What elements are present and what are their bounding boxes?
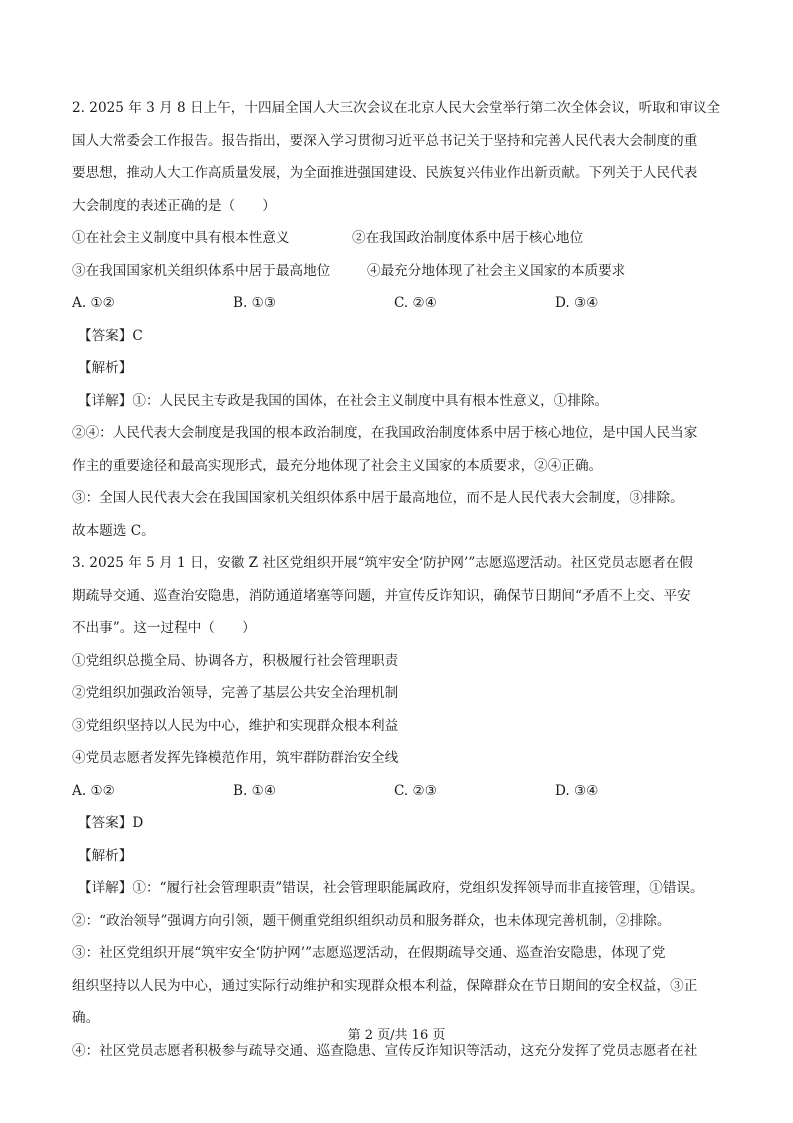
question-stem-line: 期疏导交通、巡查治安隐患，消防通道堵塞等问题，并宣传反诈知识，确保节日期间“矛盾不上交、平安 [72,587,691,604]
answer-label: 【答案】D [78,815,144,831]
analysis-line: 【详解】①：人民民主专政是我国的国体，在社会主义制度中具有根本性意义，①排除。 [78,392,609,409]
analysis-line: ②：“政治领导”强调方向引领，题干侧重党组织组织动员和服务群众，也未体现完善机制，②排除。 [72,912,671,929]
choice-b: B. ①④ [233,782,277,799]
question-stem-line: 大会制度的表述正确的是（ ） [72,197,276,214]
choice-a: A. ①② [72,295,115,311]
analysis-label: 【解析】 [78,847,133,864]
statement-4: ④最充分地体现了社会主义国家的本质要求 [367,262,626,279]
page-footer: 第 2 页/共 16 页 [347,1028,446,1043]
analysis-line: ④：社区党员志愿者积极参与疏导交通、巡查隐患、宣传反诈知识等活动，这充分发挥了党员志愿者在社 [72,1042,698,1059]
question-3 [72,547,724,1067]
analysis-line: ③：全国人民代表大会在我国国家机关组织体系中居于最高地位，而不是人民代表大会制度，③排除。 [72,490,684,506]
choice-b: B. ①③ [233,295,277,311]
statement-row [72,255,724,288]
choice-d: D. ③④ [555,782,599,799]
statement-1: ①党组织总揽全局、协调各方，积极履行社会管理职责 [72,652,399,669]
analysis-line: 【详解】①：“履行社会管理职责”错误，社会管理职能属政府，党组织发挥领导而非直接管理，①错误。 [78,880,704,896]
question-stem-line: 3. 2025 年 5 月 1 日，安徽 Z 社区党组织开展“筑牢安全‘防护网’”志愿巡逻活动。社区党员志愿者在假 [72,555,693,571]
analysis-line: 确。 [72,1010,100,1026]
question-stem-line: 2. 2025 年 3 月 8 日上午，十四届全国人大三次会议在北京人民大会堂举行第二次全体会议，听取和审议全 [72,100,721,116]
statement-4: ④党员志愿者发挥先锋模范作用，筑牢群防群治安全线 [72,750,399,766]
choice-row [72,775,724,808]
question-stem-line: 要思想，推动人大工作高质量发展，为全面推进强国建设、民族复兴伟业作出新贡献。下列关于人民代表 [72,165,698,181]
statement-row [72,222,724,255]
statement-3: ③党组织坚持以人民为中心，维护和实现群众根本利益 [72,717,399,734]
question-stem-line: 不出事”。这一过程中（ ） [72,620,256,636]
statement-2: ②在我国政治制度体系中居于核心地位 [352,230,584,246]
analysis-label: 【解析】 [78,360,133,376]
analysis-line: 作主的重要途径和最高实现形式，最充分地体现了社会主义国家的本质要求，②④正确。 [72,457,603,474]
choice-c: C. ②④ [394,295,437,311]
statement-2: ②党组织加强政治领导，完善了基层公共安全治理机制 [72,685,399,701]
choice-a: A. ①② [72,782,115,799]
choice-row [72,287,724,320]
analysis-line: 组织坚持以人民为中心，通过实际行动维护和实现群众根本利益，保障群众在节日期间的安全权益，③正 [72,977,698,994]
analysis-line: 故本题选 C。 [72,522,155,539]
question-stem-line: 国人大常委会工作报告。报告指出，要深入学习贯彻习近平总书记关于坚持和完善人民代表大会制度的重 [72,132,698,149]
analysis-line: ③：社区党组织开展“筑牢安全‘防护网’”志愿巡逻活动，在假期疏导交通、巡查治安隐患，体现了党 [72,945,666,961]
document-page [72,92,724,1067]
statement-1: ①在社会主义制度中具有根本性意义 [72,230,290,246]
question-2 [72,92,724,547]
choice-c: C. ②③ [394,782,437,799]
analysis-line: ②④：人民代表大会制度是我国的根本政治制度，在我国政治制度体系中居于核心地位，是中国人民当家 [72,425,698,441]
answer-label: 【答案】C [78,327,143,344]
statement-3: ③在我国国家机关组织体系中居于最高地位 [72,262,331,279]
choice-d: D. ③④ [555,295,599,311]
